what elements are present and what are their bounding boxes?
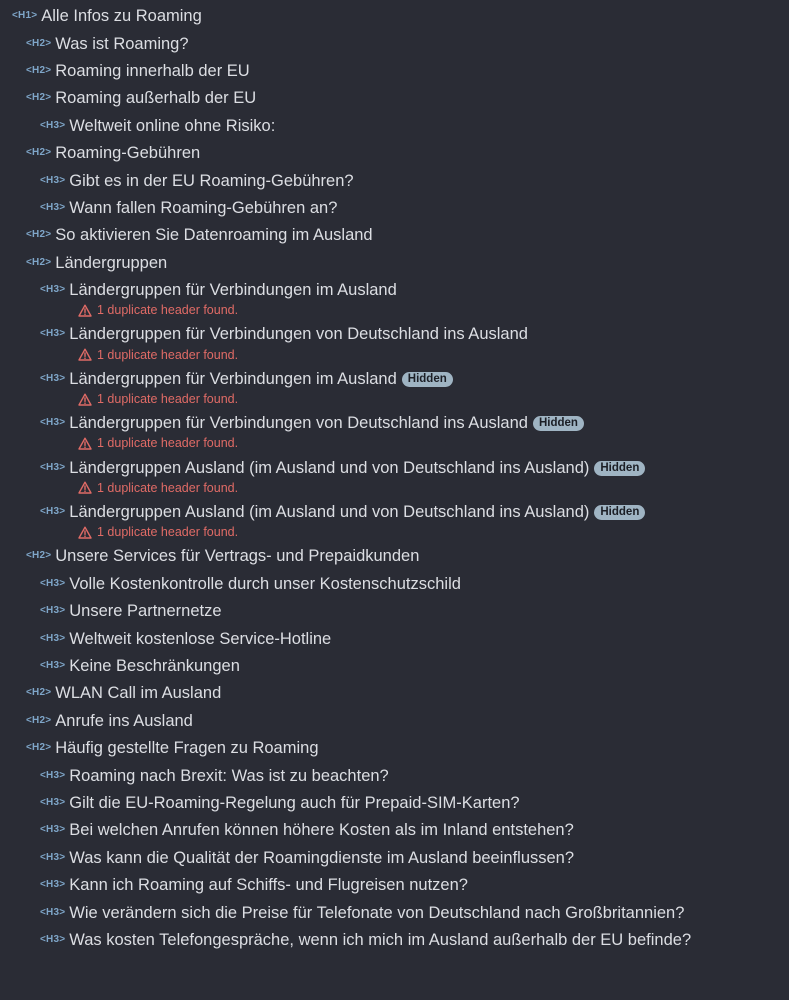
heading-text: Ländergruppen Ausland (im Ausland und von Deutschland ins Ausland): [69, 503, 590, 522]
heading-text: Roaming außerhalb der EU: [55, 89, 257, 108]
warning-triangle-icon: [78, 393, 92, 406]
heading-text: Unsere Partnernetze: [69, 602, 222, 621]
heading-level-tag: <H3>: [40, 851, 66, 863]
heading-item: [0, 790, 789, 817]
heading-item: [0, 499, 789, 543]
heading-text: Was kosten Telefongespräche, wenn ich mich im Ausland außerhalb der EU befinde?: [69, 930, 692, 949]
heading-item: [0, 58, 789, 85]
heading-text: Gibt es in der EU Roaming-Gebühren?: [69, 171, 354, 190]
heading-text: Gilt die EU-Roaming-Regelung auch für Prepaid-SIM-Karten?: [69, 793, 520, 812]
heading-item: [0, 85, 789, 112]
heading-level-tag: <H3>: [40, 174, 66, 186]
heading-item: [0, 140, 789, 167]
heading-row-h3[interactable]: [0, 845, 789, 872]
heading-level-tag: <H2>: [26, 37, 52, 49]
heading-row-h3[interactable]: [0, 113, 789, 140]
heading-level-tag: <H2>: [26, 256, 52, 268]
duplicate-warning: [0, 477, 789, 499]
heading-row-h3[interactable]: [0, 790, 789, 817]
heading-level-tag: <H2>: [26, 714, 52, 726]
warning-triangle-icon: [78, 526, 92, 539]
heading-text: Wie verändern sich die Preise für Telefonate von Deutschland nach Großbritannien?: [69, 903, 685, 922]
heading-level-tag: <H3>: [40, 284, 66, 296]
heading-text: So aktivieren Sie Datenroaming im Ausland: [55, 226, 373, 245]
heading-row-h3[interactable]: [0, 899, 789, 926]
heading-item: [0, 410, 789, 454]
duplicate-warning-text: 1 duplicate header found.: [97, 392, 239, 407]
heading-row-h3[interactable]: [0, 195, 789, 222]
duplicate-warning: [0, 299, 789, 321]
heading-row-h3[interactable]: [0, 167, 789, 194]
warning-triangle-icon: [78, 481, 92, 494]
heading-row-h3[interactable]: [0, 571, 789, 598]
warning-triangle-icon: [78, 304, 92, 317]
heading-text: Weltweit online ohne Risiko:: [69, 116, 276, 135]
heading-text: Roaming-Gebühren: [55, 144, 201, 163]
heading-level-tag: <H2>: [26, 229, 52, 241]
heading-level-tag: <H3>: [40, 461, 66, 473]
heading-item: [0, 222, 789, 249]
heading-text: Häufig gestellte Fragen zu Roaming: [55, 739, 319, 758]
heading-level-tag: <H3>: [40, 417, 66, 429]
heading-item: [0, 3, 789, 30]
heading-row-h3[interactable]: [0, 653, 789, 680]
heading-text: Ländergruppen Ausland (im Ausland und von Deutschland ins Ausland): [69, 458, 590, 477]
duplicate-warning-text: 1 duplicate header found.: [97, 525, 239, 540]
heading-text: Was ist Roaming?: [55, 34, 189, 53]
heading-item: [0, 167, 789, 194]
heading-text: Ländergruppen für Verbindungen von Deutschland ins Ausland: [69, 414, 528, 433]
hidden-badge: Hidden: [594, 461, 645, 476]
heading-item: [0, 762, 789, 789]
hidden-badge: Hidden: [594, 505, 645, 520]
heading-item: [0, 680, 789, 707]
heading-item: [0, 625, 789, 652]
heading-row-h1[interactable]: [0, 3, 789, 30]
heading-text: Roaming innerhalb der EU: [55, 61, 250, 80]
heading-level-tag: <H2>: [26, 742, 52, 754]
heading-level-tag: <H3>: [40, 577, 66, 589]
heading-item: [0, 321, 789, 365]
heading-text: Ländergruppen: [55, 253, 168, 272]
hidden-badge: Hidden: [533, 416, 584, 431]
heading-level-tag: <H3>: [40, 605, 66, 617]
heading-text: Alle Infos zu Roaming: [41, 7, 202, 26]
heading-text: Volle Kostenkontrolle durch unser Kostenschutzschild: [69, 574, 461, 593]
heading-row-h3[interactable]: [0, 625, 789, 652]
heading-item: [0, 113, 789, 140]
warning-triangle-icon: [78, 348, 92, 361]
heading-item: [0, 277, 789, 321]
duplicate-warning: [0, 344, 789, 366]
heading-text: Was kann die Qualität der Roamingdienste im Ausland beeinflussen?: [69, 848, 575, 867]
duplicate-warning-text: 1 duplicate header found.: [97, 347, 239, 362]
heading-item: [0, 366, 789, 410]
heading-text: Keine Beschränkungen: [69, 657, 240, 675]
heading-row-h2[interactable]: [0, 58, 789, 85]
heading-row-h3[interactable]: [0, 927, 789, 954]
heading-item: [0, 899, 789, 926]
heading-level-tag: <H2>: [26, 64, 52, 76]
heading-text: Roaming nach Brexit: Was ist zu beachten?: [69, 766, 389, 785]
heading-level-tag: <H2>: [26, 147, 52, 159]
heading-level-tag: <H3>: [40, 824, 66, 836]
duplicate-warning: [0, 432, 789, 454]
heading-text: Bei welchen Anrufen können höhere Kosten als im Inland entstehen?: [69, 821, 574, 840]
heading-text: Wann fallen Roaming-Gebühren an?: [69, 198, 338, 217]
heading-level-tag: <H3>: [40, 632, 66, 644]
heading-row-h2[interactable]: [0, 85, 789, 112]
heading-row-h3[interactable]: [0, 872, 789, 899]
heading-row-h2[interactable]: [0, 140, 789, 167]
heading-level-tag: <H1>: [12, 10, 38, 22]
heading-text: Ländergruppen für Verbindungen von Deutschland ins Ausland: [69, 325, 528, 344]
heading-level-tag: <H2>: [26, 92, 52, 104]
heading-item: [0, 598, 789, 625]
heading-row-h2[interactable]: [0, 680, 789, 707]
heading-level-tag: <H3>: [40, 906, 66, 918]
heading-item: [0, 30, 789, 57]
duplicate-warning: [0, 521, 789, 543]
heading-row-h3[interactable]: [0, 817, 789, 844]
heading-item: [0, 927, 789, 954]
heading-row-h2[interactable]: [0, 543, 789, 570]
heading-text: Unsere Services für Vertrags- und Prepaidkunden: [55, 547, 420, 566]
heading-text: Kann ich Roaming auf Schiffs- und Flugreisen nutzen?: [69, 876, 468, 895]
heading-item: [0, 708, 789, 735]
heading-item: [0, 653, 789, 680]
heading-text: Ländergruppen für Verbindungen im Ausland: [69, 369, 397, 388]
heading-row-h2[interactable]: [0, 30, 789, 57]
heading-item: [0, 543, 789, 570]
heading-level-tag: <H2>: [26, 687, 52, 699]
heading-level-tag: <H3>: [40, 660, 66, 671]
heading-text: Ländergruppen für Verbindungen im Ausland: [69, 281, 397, 300]
heading-level-tag: <H2>: [26, 550, 52, 562]
heading-item: [0, 195, 789, 222]
duplicate-warning-text: 1 duplicate header found.: [97, 480, 239, 495]
duplicate-warning: [0, 388, 789, 410]
heading-level-tag: <H3>: [40, 328, 66, 340]
heading-level-tag: <H3>: [40, 372, 66, 384]
warning-triangle-icon: [78, 437, 92, 450]
heading-row-h2[interactable]: [0, 735, 789, 762]
heading-level-tag: <H3>: [40, 119, 66, 131]
heading-level-tag: <H3>: [40, 879, 66, 891]
hidden-badge: Hidden: [402, 372, 453, 387]
heading-text: Anrufe ins Ausland: [55, 711, 193, 730]
heading-item: [0, 454, 789, 498]
heading-item: [0, 571, 789, 598]
heading-item: [0, 845, 789, 872]
heading-item: [0, 250, 789, 277]
heading-row-h3[interactable]: [0, 762, 789, 789]
heading-row-h2[interactable]: [0, 708, 789, 735]
heading-level-tag: <H3>: [40, 796, 66, 808]
heading-text: Weltweit kostenlose Service-Hotline: [69, 629, 332, 648]
duplicate-warning-text: 1 duplicate header found.: [97, 436, 239, 451]
heading-item: [0, 735, 789, 762]
heading-row-h2[interactable]: [0, 222, 789, 249]
heading-row-h2[interactable]: [0, 250, 789, 277]
heading-item: [0, 817, 789, 844]
heading-text: WLAN Call im Ausland: [55, 684, 222, 703]
duplicate-warning-text: 1 duplicate header found.: [97, 303, 239, 318]
heading-level-tag: <H3>: [40, 201, 66, 213]
heading-item: [0, 872, 789, 899]
heading-level-tag: <H3>: [40, 769, 66, 781]
heading-row-h3[interactable]: [0, 598, 789, 625]
heading-level-tag: <H3>: [40, 506, 66, 518]
heading-level-tag: <H3>: [40, 933, 66, 945]
